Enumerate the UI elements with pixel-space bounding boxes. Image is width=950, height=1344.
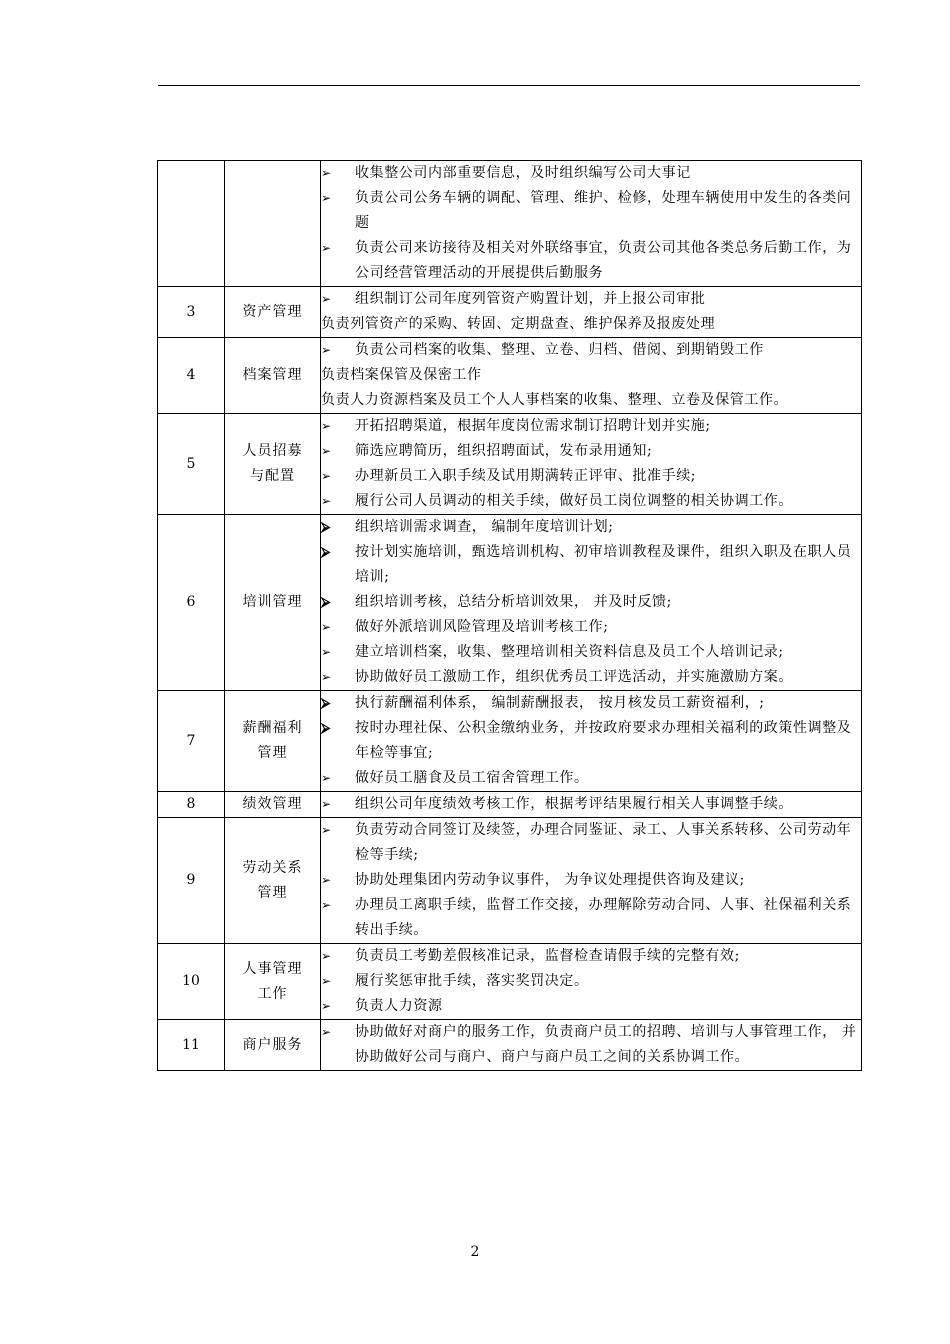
duty-item [321,969,861,994]
duty-text: 负责公司档案的收集、整理、立卷、归档、借阅、到期销毁工作 [355,342,764,358]
duty-item [321,893,861,943]
duty-text: 负责公司公务车辆的调配、管理、维护、检修，处理车辆使用中发生的各类问题 [355,190,852,231]
arrow-bullet-icon: ➢ [321,343,332,357]
category-cell [225,161,321,287]
row-number: 10 [158,944,225,1020]
arrow-bullet-icon: ➢ [321,670,332,684]
arrow-bullet-icon: ⮚ [321,721,331,736]
arrow-bullet-icon: ➢ [321,166,332,180]
table-row [158,515,862,691]
duty-text: 负责人力资源档案及员工个人人事档案的收集、整理、立卷及保管工作。 [321,392,789,408]
table-row [158,944,862,1020]
arrow-bullet-icon: ➢ [321,645,332,659]
duty-text: 建立培训档案，收集、整理培训相关资料信息及员工个人培训记录; [355,644,784,660]
duty-item [321,236,861,286]
row-number: 6 [158,515,225,691]
duty-item [321,1020,861,1070]
arrow-bullet-icon: ➢ [321,999,332,1013]
duty-text: 协助做好员工激励工作，组织优秀员工评选活动，并实施激励方案。 [355,669,793,685]
duty-text: 负责员工考勤差假核准记录，监督检查请假手续的完整有效; [355,948,740,964]
row-number [158,161,225,287]
duty-item [321,287,861,312]
arrow-bullet-icon: ➢ [321,419,332,433]
duty-item [321,868,861,893]
duty-cell [321,287,862,338]
duty-text: 协助做好对商户的服务工作，负责商户员工的招聘、培训与人事管理工作， 并协助做好公司与商户、商户与商户员工之间的关系协调工作。 [355,1024,857,1065]
row-number: 8 [158,792,225,818]
category-label: 资产管理 [242,303,303,320]
duty-text: 办理员工离职手续，监督工作交接，办理解除劳动合同、人事、社保福利关系转出手续。 [355,897,852,938]
category-cell [225,818,321,944]
duty-item [321,161,861,186]
duty-item [321,640,861,665]
row-number: 9 [158,818,225,944]
duty-text: 收集整公司内部重要信息，及时组织编写公司大事记 [355,165,691,181]
arrow-bullet-icon: ➢ [321,469,332,483]
arrow-bullet-icon: ➢ [321,1025,332,1039]
arrow-bullet-icon: ➢ [321,292,332,306]
category-cell [225,792,321,818]
duty-item [321,716,861,766]
duty-table [157,160,862,1071]
duty-item [321,615,861,640]
category-label: 培训管理 [242,594,303,610]
duty-text: 履行公司人员调动的相关手续，做好员工岗位调整的相关协调工作。 [355,493,793,509]
row-number: 5 [158,414,225,515]
table-row [158,792,862,818]
category-cell [225,515,321,691]
table-row [158,414,862,515]
arrow-bullet-icon: ➢ [321,898,332,912]
duty-item [321,489,861,514]
duty-item [321,792,861,817]
duty-text: 负责档案保管及保密工作 [321,367,482,383]
duty-text: 执行薪酬福利体系， 编制薪酬报表， 按月核发员工薪资福利，; [355,695,765,711]
row-number: 11 [158,1020,225,1071]
duty-cell [321,818,862,944]
duty-item [321,818,861,868]
arrow-bullet-icon: ➢ [321,873,332,887]
duty-item [321,439,861,464]
duty-text: 负责列管资产的采购、转固、定期盘查、维护保养及报废处理 [321,316,716,332]
duty-table-body [158,161,862,1071]
duty-item [321,338,861,363]
duty-item [321,515,861,540]
duty-item [321,944,861,969]
arrow-bullet-icon: ➢ [321,444,332,458]
category-cell [225,414,321,515]
arrow-bullet-icon: ➢ [321,191,332,205]
duty-item [321,665,861,690]
arrow-bullet-icon: ➢ [321,620,332,634]
row-number: 3 [158,287,225,338]
duty-text: 协助处理集团内劳动争议事件， 为争议处理提供咨询及建议; [355,872,745,888]
arrow-bullet-icon: ➢ [321,797,332,811]
arrow-bullet-icon: ➢ [321,949,332,963]
duty-text: 筛选应聘简历，组织招聘面试，发布录用通知; [355,443,653,459]
duty-text: 做好员工膳食及员工宿舍管理工作。 [355,770,589,786]
duty-text: 负责人力资源 [355,998,443,1014]
category-label: 劳动关系管理 [242,859,303,901]
duty-item [321,994,861,1019]
duty-item [321,186,861,236]
arrow-bullet-icon: ➢ [321,771,332,785]
category-label: 档案管理 [242,367,303,383]
table-row [158,691,862,792]
duty-text: 负责劳动合同签订及续签，办理合同鉴证、录工、人事关系转移、公司劳动年检等手续; [355,822,852,863]
duty-text: 开拓招聘渠道，根据年度岗位需求制订招聘计划并实施; [355,418,711,434]
duty-cell [321,792,862,818]
arrow-bullet-icon: ➢ [321,974,332,988]
category-cell [225,1020,321,1071]
duty-cell [321,414,862,515]
category-cell [225,691,321,792]
category-cell [225,338,321,414]
table-row [158,1020,862,1071]
duty-item [321,766,861,791]
duty-cell [321,1020,862,1071]
duty-text: 按计划实施培训，甄选培训机构、初审培训教程及课件，组织入职及在职人员培训; [355,544,852,585]
page-number: 2 [470,1244,480,1260]
arrow-bullet-icon: ⮚ [321,696,331,711]
table-row [158,818,862,944]
duty-item [321,590,861,615]
category-label: 人事管理工作 [242,960,303,1002]
duty-text: 做好外派培训风险管理及培训考核工作; [355,619,609,635]
arrow-bullet-icon: ➢ [321,823,332,837]
category-label: 商户服务 [242,1036,303,1053]
row-number: 4 [158,338,225,414]
category-cell [225,287,321,338]
duty-item [321,464,861,489]
duty-text: 组织培训考核，总结分析培训效果， 并及时反馈; [355,594,672,610]
category-label: 人员招募与配置 [242,443,303,484]
table-row [158,287,862,338]
duty-cell [321,515,862,691]
category-label: 薪酬福利管理 [242,720,303,761]
duty-text: 组织培训需求调查， 编制年度培训计划; [355,519,614,535]
duty-item [321,414,861,439]
duty-text: 负责公司来访接待及相关对外联络事宜，负责公司其他各类总务后勤工作，为公司经营管理活动的开展提供后勤服务 [355,240,852,281]
duty-cell [321,338,862,414]
table-row [158,338,862,414]
duty-cell [321,161,862,287]
arrow-bullet-icon: ➢ [321,494,332,508]
row-number: 7 [158,691,225,792]
duty-text: 按时办理社保、公积金缴纳业务，并按政府要求办理相关福利的政策性调整及年检等事宜; [355,720,852,761]
category-cell [225,944,321,1020]
arrow-bullet-icon: ⮚ [321,520,331,535]
duty-text: 组织制订公司年度列管资产购置计划，并上报公司审批 [355,291,706,307]
duty-cell [321,691,862,792]
arrow-bullet-icon: ⮚ [321,545,331,560]
duty-text: 办理新员工入职手续及试用期满转正评审、批准手续; [355,468,697,484]
arrow-bullet-icon: ⮚ [321,595,331,610]
header-rule [158,85,860,86]
arrow-bullet-icon: ➢ [321,241,332,255]
table-row [158,161,862,287]
duty-cell [321,944,862,1020]
category-label: 绩效管理 [242,796,303,812]
duty-text: 履行奖惩审批手续，落实奖罚决定。 [355,973,589,989]
duty-item [321,691,861,716]
duty-text: 组织公司年度绩效考核工作，根据考评结果履行相关人事调整手续。 [355,796,793,812]
duty-item [321,540,861,590]
